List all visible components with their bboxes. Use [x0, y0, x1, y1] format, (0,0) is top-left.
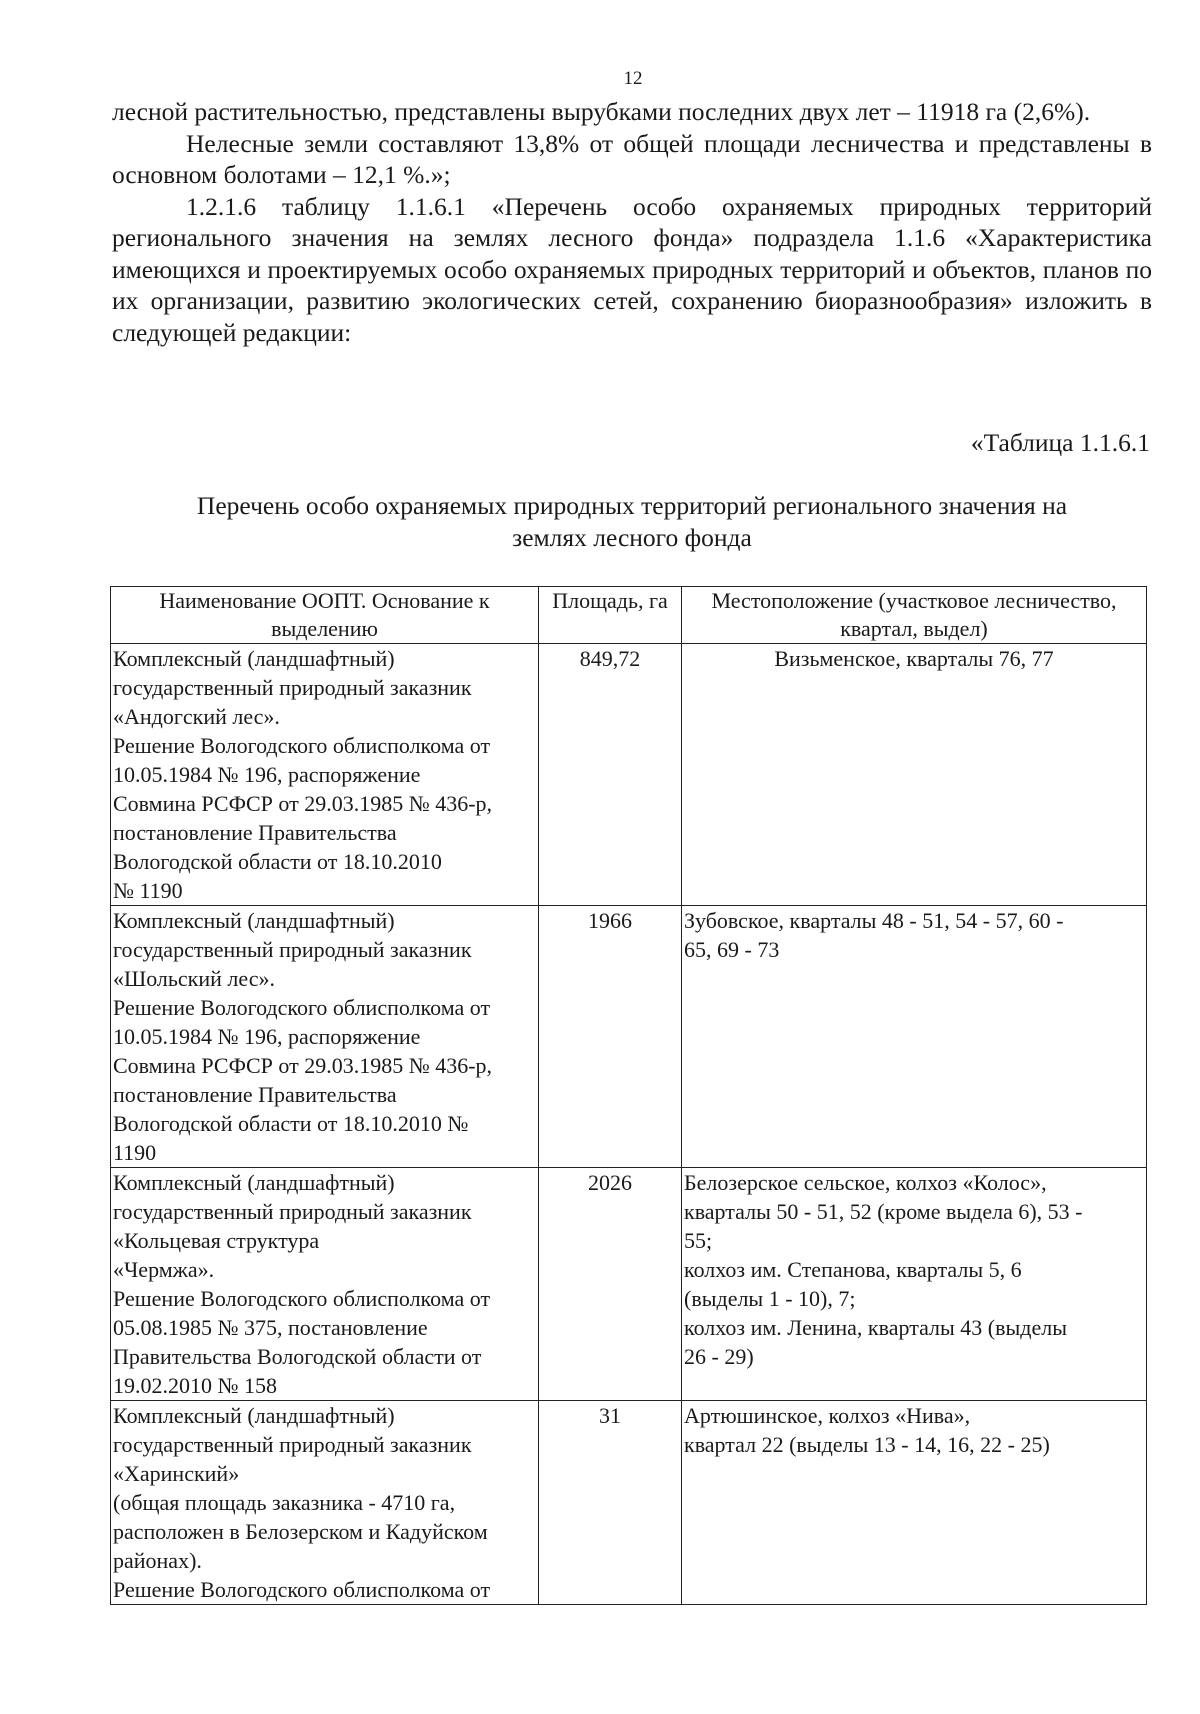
table-row — [111, 644, 1147, 906]
cell-name-line: Вологодской области от 18.10.2010 № — [113, 1111, 469, 1136]
cell-name-line: 19.02.2010 № 158 — [113, 1373, 277, 1398]
cell-location — [682, 1401, 1147, 1605]
cell-location-line: 26 - 29) — [684, 1344, 754, 1369]
cell-name-line: расположен в Белозерском и Кадуйском — [113, 1519, 488, 1544]
cell-location-line: Визьменское, кварталы 76, 77 — [774, 646, 1054, 671]
cell-name-line: Решение Вологодского облисполкома от — [113, 733, 491, 758]
header-area: Площадь, га — [539, 587, 682, 644]
cell-name-line: Комплексный (ландшафтный) — [113, 646, 395, 671]
table-header-row — [111, 587, 1147, 644]
cell-location-line: 55; — [684, 1228, 713, 1253]
cell-name-line: государственный природный заказник — [113, 1199, 472, 1224]
table-label: «Таблица 1.1.6.1 — [970, 428, 1150, 457]
cell-name — [111, 1401, 539, 1605]
cell-location-line: (выделы 1 - 10), 7; — [684, 1286, 856, 1311]
cell-name — [111, 644, 539, 906]
cell-name-line: 05.08.1985 № 375, постановление — [113, 1315, 428, 1340]
cell-name-line: районах). — [113, 1548, 202, 1573]
table-row — [111, 906, 1147, 1168]
cell-location-line: колхоз им. Степанова, кварталы 5, 6 — [684, 1257, 1022, 1282]
cell-location-line: 65, 69 - 73 — [684, 937, 780, 962]
cell-name-line: «Андогский лес». — [113, 704, 280, 729]
cell-name-line: Совмина РСФСР от 29.03.1985 № 436-р, — [113, 1053, 493, 1078]
cell-location — [682, 1168, 1147, 1401]
table-row — [111, 1168, 1147, 1401]
table-caption — [112, 490, 1152, 554]
cell-location — [682, 906, 1147, 1168]
header-name: Наименование ООПТ. Основание к выделению — [111, 587, 539, 644]
table-caption-line-2: землях лесного фонда — [512, 523, 752, 552]
cell-name-line: 10.05.1984 № 196, распоряжение — [113, 762, 421, 787]
cell-name-line: Комплексный (ландшафтный) — [113, 908, 395, 933]
table-body — [111, 644, 1147, 1605]
cell-name-line: 10.05.1984 № 196, распоряжение — [113, 1024, 421, 1049]
cell-name-line: Решение Вологодского облисполкома от — [113, 1286, 491, 1311]
header-location: Местоположение (участковое лесничество, квартал, выдел) — [682, 587, 1147, 644]
cell-location-line: колхоз им. Ленина, кварталы 43 (выделы — [684, 1315, 1068, 1340]
cell-location-line: Артюшинское, колхоз «Нива», — [684, 1403, 971, 1428]
table-row — [111, 1401, 1147, 1605]
paragraph-2: Нелесные земли составляют 13,8% от общей площади лесничества и представлены в основном болотами – 12,1 %.»; — [112, 128, 1152, 189]
cell-name — [111, 1168, 539, 1401]
cell-name-line: Комплексный (ландшафтный) — [113, 1170, 395, 1195]
cell-name-line: Решение Вологодского облисполкома от — [113, 995, 491, 1020]
cell-name-line: Решение Вологодского облисполкома от — [113, 1577, 491, 1602]
cell-name-line: «Харинский» — [113, 1461, 240, 1486]
cell-name-line: 1190 — [113, 1140, 157, 1165]
cell-area: 1966 — [539, 906, 682, 1168]
cell-name-line: Правительства Вологодской области от — [113, 1344, 482, 1369]
body-text — [112, 96, 1152, 348]
cell-location-line: Белозерское сельское, колхоз «Колос», — [684, 1170, 1047, 1195]
cell-location-line: кварталы 50 - 51, 52 (кроме выдела 6), 53 - — [684, 1199, 1083, 1224]
cell-location-line: квартал 22 (выделы 13 - 14, 16, 22 - 25) — [684, 1432, 1050, 1457]
cell-name-line: государственный природный заказник — [113, 937, 472, 962]
paragraph-3: 1.2.1.6 таблицу 1.1.6.1 «Перечень особо охраняемых природных территорий регионального значения на землях лесного фонда» подраздела 1.1.6 «Характеристика имеющихся и проектируемых особо охраняемых природных территорий и объектов, планов по их организации, развитию экологических сетей, сохранению биоразнообразия» изложить в следующей редакции: — [112, 191, 1152, 347]
page-number: 12 — [623, 68, 643, 89]
cell-name — [111, 906, 539, 1168]
cell-area: 2026 — [539, 1168, 682, 1401]
cell-name-line: № 1190 — [113, 878, 183, 903]
cell-name-line: «Шольский лес». — [113, 966, 275, 991]
oopt-table — [110, 586, 1147, 1605]
cell-name-line: государственный природный заказник — [113, 1432, 472, 1457]
paragraph-1: лесной растительностью, представлены вырубками последних двух лет – 11918 га (2,6%). — [112, 97, 1091, 126]
cell-name-line: Комплексный (ландшафтный) — [113, 1403, 395, 1428]
cell-location — [682, 644, 1147, 906]
cell-name-line: постановление Правительства — [113, 820, 397, 845]
cell-area: 31 — [539, 1401, 682, 1605]
cell-name-line: постановление Правительства — [113, 1082, 397, 1107]
cell-area: 849,72 — [539, 644, 682, 906]
table-caption-line-1: Перечень особо охраняемых природных территорий регионального значения на — [196, 491, 1068, 520]
cell-name-line: Совмина РСФСР от 29.03.1985 № 436-р, — [113, 791, 493, 816]
cell-name-line: Вологодской области от 18.10.2010 — [113, 849, 442, 874]
cell-name-line: «Чермжа». — [113, 1257, 215, 1282]
cell-location-line: Зубовское, кварталы 48 - 51, 54 - 57, 60 - — [684, 908, 1064, 933]
cell-name-line: «Кольцевая структура — [113, 1228, 320, 1253]
cell-name-line: государственный природный заказник — [113, 675, 472, 700]
cell-name-line: (общая площадь заказника - 4710 га, — [113, 1490, 456, 1515]
